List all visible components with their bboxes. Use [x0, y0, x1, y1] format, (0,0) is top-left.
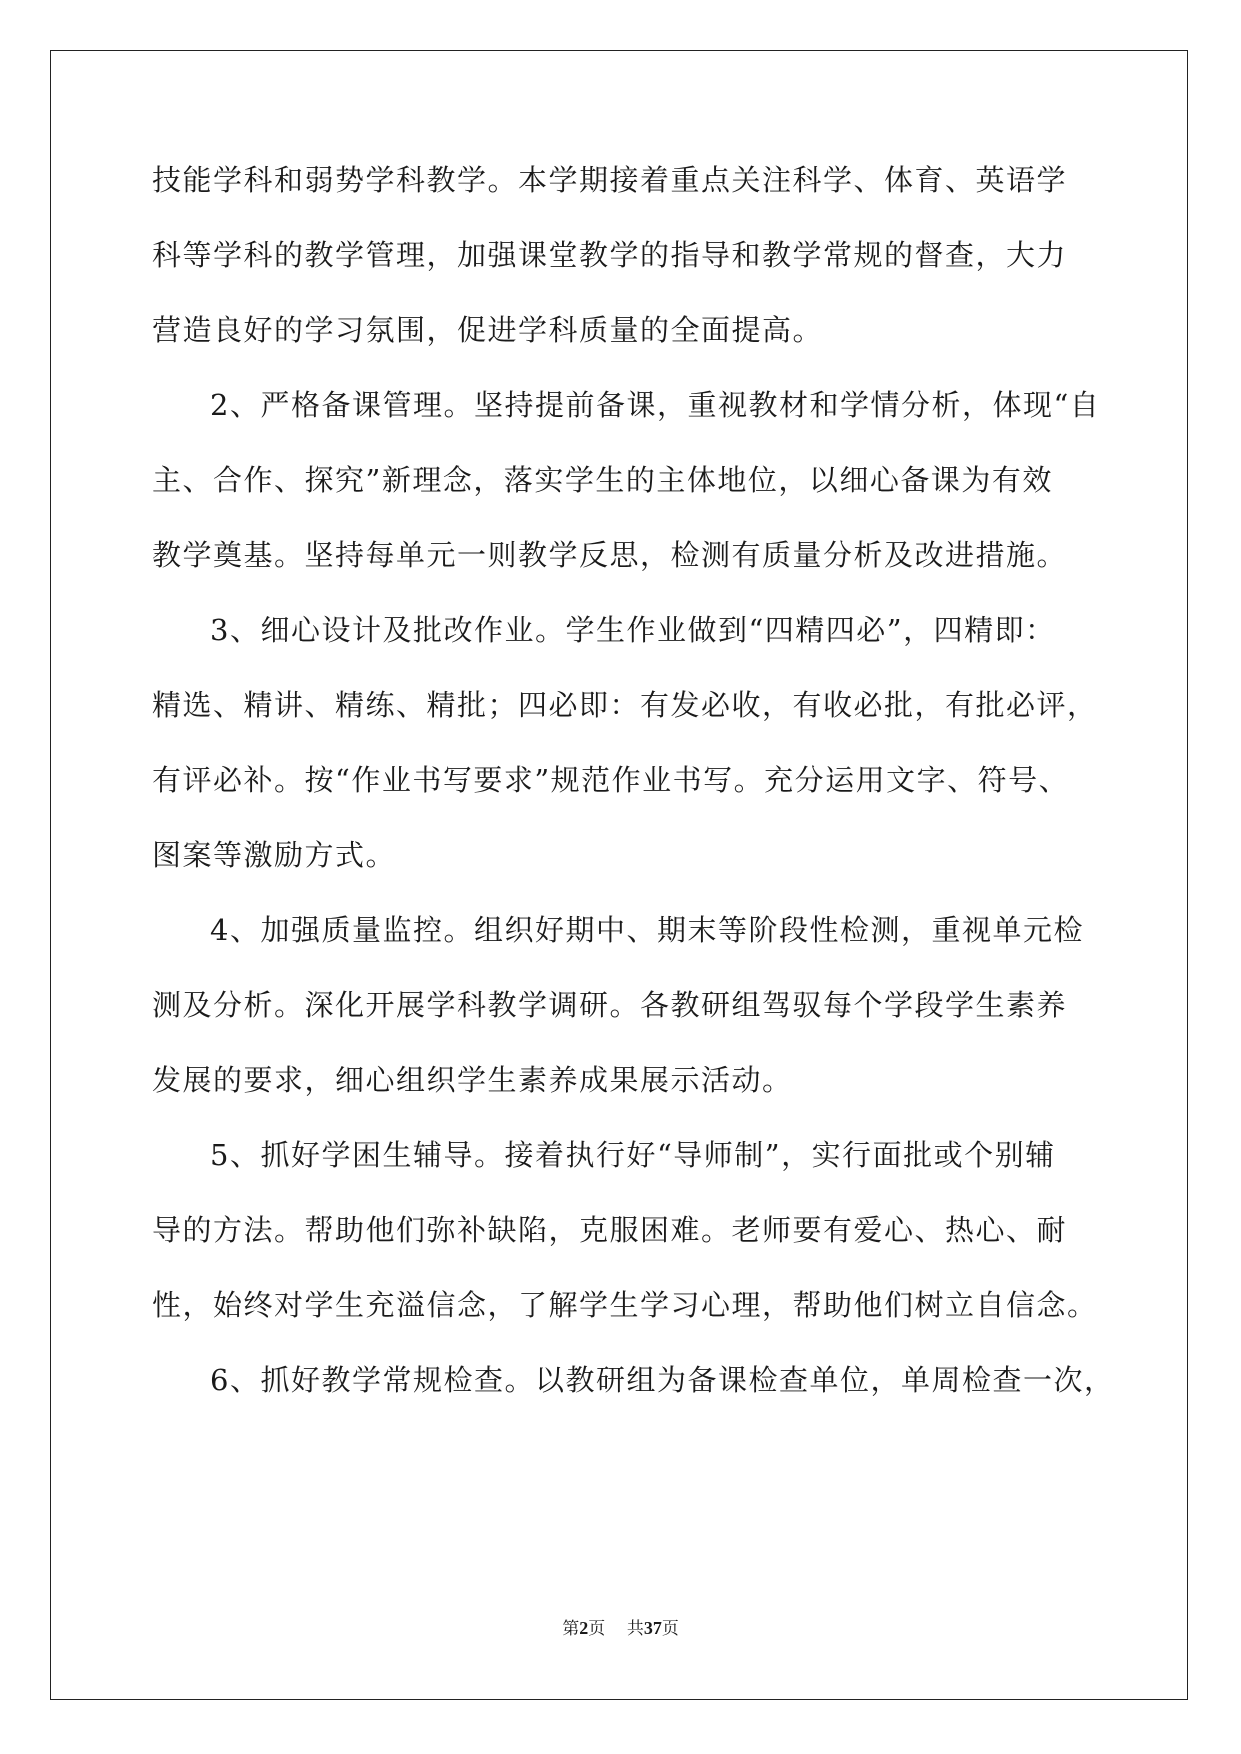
footer-total-unit: 页 [661, 1619, 679, 1639]
text-line: 性，始终对学生充溢信念，了解学生学习心理，帮助他们树立自信念。 [152, 1288, 1098, 1322]
paragraph-start-line: 2、严格备课管理。坚持提前备课，重视教材和学情分析，体现“自 [210, 388, 1101, 422]
page-border [50, 50, 1188, 1700]
current-page-number: 2 [579, 1618, 589, 1638]
text-line: 导的方法。帮助他们弥补缺陷，克服困难。老师要有爱心、热心、耐 [152, 1213, 1068, 1247]
text-line: 营造良好的学习氛围，促进学科质量的全面提高。 [152, 313, 824, 347]
paragraph-start-line: 6、抓好教学常规检查。以教研组为备课检查单位，单周检查一次， [210, 1363, 1115, 1397]
total-page-count: 37 [643, 1618, 662, 1638]
footer-prefix: 第 [562, 1619, 580, 1639]
footer-page-unit: 页 [588, 1619, 606, 1639]
text-line: 测及分析。深化开展学科教学调研。各教研组驾驭每个学段学生素养 [152, 988, 1068, 1022]
text-line: 科等学科的教学管理，加强课堂教学的指导和教学常规的督查，大力 [152, 238, 1068, 272]
footer-total-prefix: 共 [626, 1619, 644, 1639]
text-line: 主、合作、探究”新理念，落实学生的主体地位，以细心备课为有效 [152, 463, 1053, 497]
text-line: 精选、精讲、精练、精批；四必即：有发必收，有收必批，有批必评， [152, 688, 1098, 722]
paragraph-start-line: 3、细心设计及批改作业。学生作业做到“四精四必”，四精即： [210, 613, 1056, 647]
page-footer [0, 1616, 1241, 1641]
text-line: 技能学科和弱势学科教学。本学期接着重点关注科学、体育、英语学 [152, 163, 1068, 197]
paragraph-start-line: 5、抓好学困生辅导。接着执行好“导师制”，实行面批或个别辅 [210, 1138, 1056, 1172]
text-line: 教学奠基。坚持每单元一则教学反思，检测有质量分析及改进措施。 [152, 538, 1068, 572]
text-line: 有评必补。按“作业书写要求”规范作业书写。充分运用文字、符号、 [152, 763, 1070, 797]
text-line: 图案等激励方式。 [152, 838, 397, 872]
text-line: 发展的要求，细心组织学生素养成果展示活动。 [152, 1063, 793, 1097]
paragraph-start-line: 4、加强质量监控。组织好期中、期末等阶段性检测，重视单元检 [210, 913, 1084, 947]
